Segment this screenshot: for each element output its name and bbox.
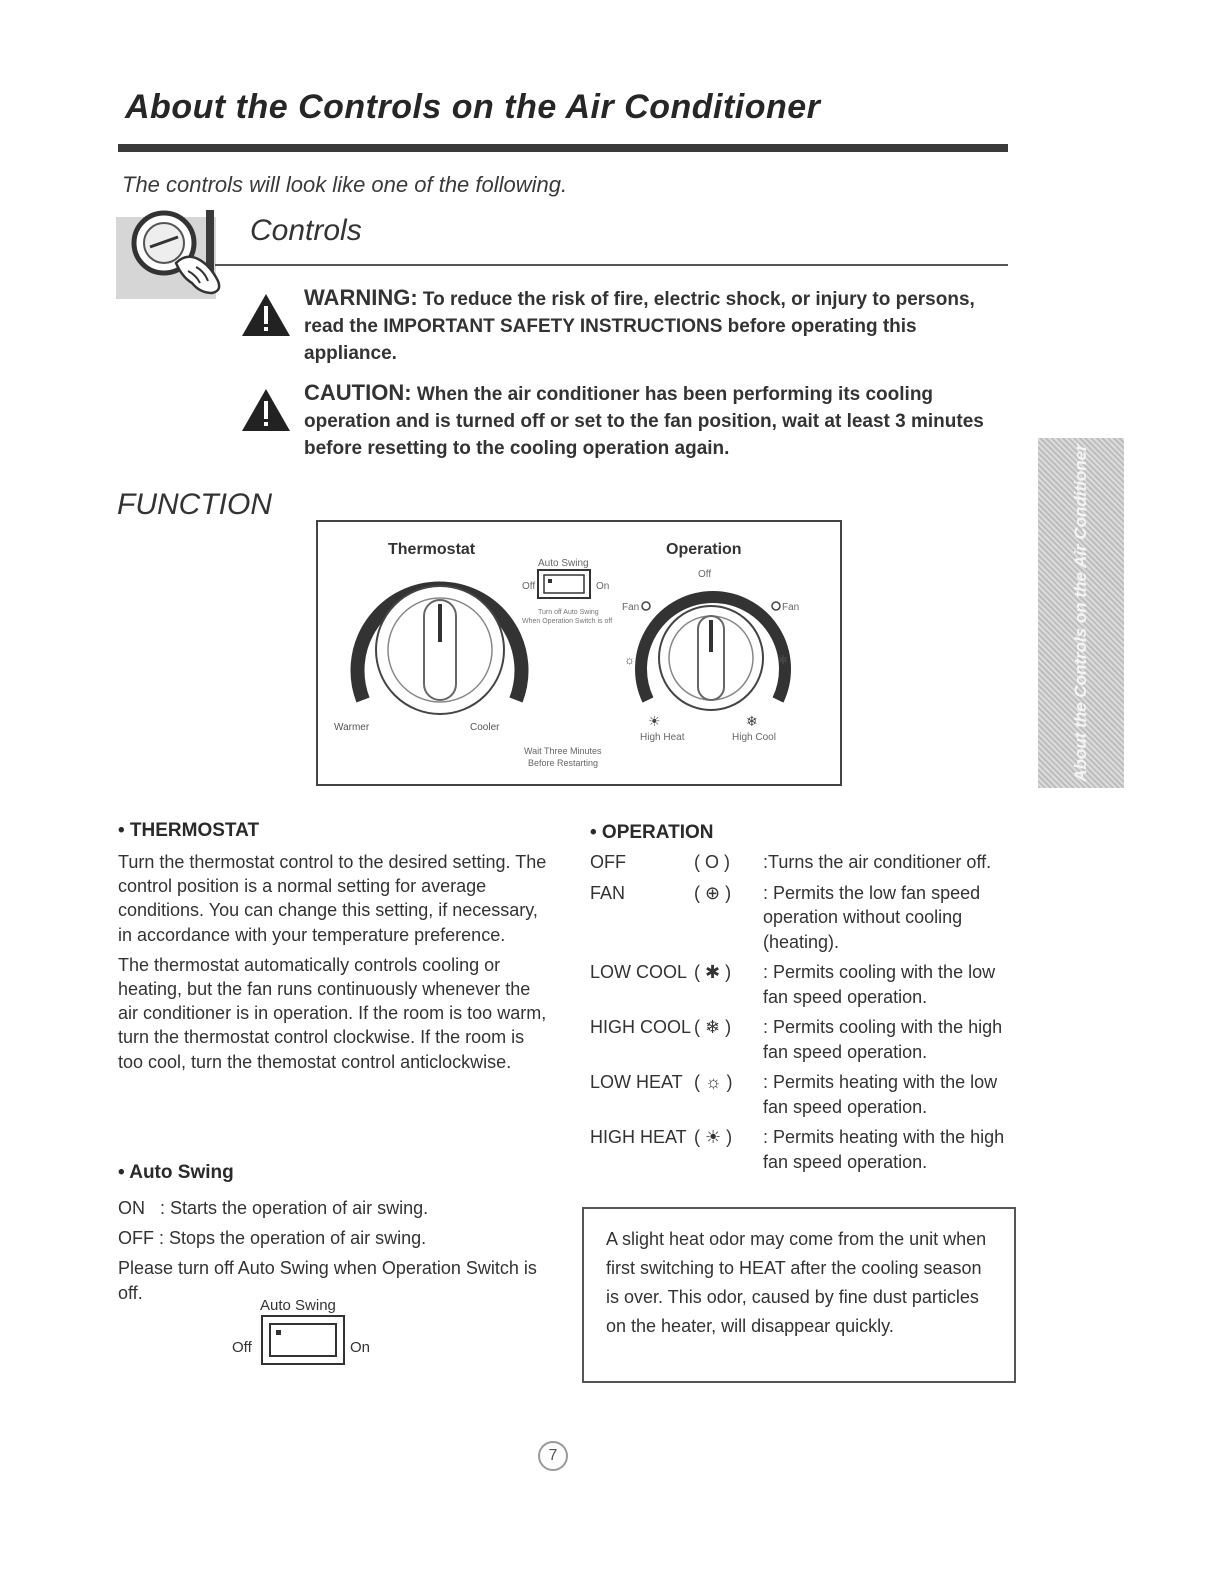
operation-mode: HIGH HEAT — [590, 1127, 687, 1147]
thermostat-paragraph-1: Turn the thermostat control to the desired setting. The control position is a normal setting for average conditions. You can change this setting, if necessary, in accordance with your temperature preference. — [118, 852, 547, 945]
warning-triangle-icon — [240, 292, 292, 338]
operation-row-high-cool — [590, 1015, 1010, 1064]
thermostat-label: Thermostat — [388, 541, 476, 558]
heat-odor-note: A slight heat odor may come from the unit when first switching to HEAT after the cooling season is over. This odor, caused by fine dust particles on the heater, will disappear quickly. — [582, 1207, 1016, 1383]
operation-table — [590, 850, 1010, 1180]
page-number: 7 — [538, 1441, 568, 1471]
warning-block — [240, 284, 990, 368]
auto-swing-off-line: OFF : Stops the operation of air swing. — [118, 1228, 427, 1249]
side-chapter-tab — [1038, 438, 1124, 788]
auto-swing-on-line: ON : Starts the operation of air swing. — [118, 1198, 429, 1218]
control-panel-svg — [318, 522, 840, 784]
operation-symbol: ( O ) — [694, 852, 730, 872]
operation-label: Operation — [666, 541, 742, 558]
fan-left-icon — [642, 602, 650, 610]
operation-symbol: ( ✱ ) — [694, 962, 732, 982]
title-rule — [118, 144, 1008, 152]
caution-body: When the air conditioner has been performing its cooling operation and is turned off or set to the fan position, wait at least 3 minutes before resetting to the cooling operation again. — [304, 384, 984, 459]
operation-row-fan — [590, 881, 1010, 955]
page-subtitle: The controls will look like one of the following. — [122, 172, 568, 197]
auto-swing-switch[interactable] — [544, 575, 584, 593]
cooler-label: Cooler — [470, 722, 500, 733]
caution-text — [304, 379, 984, 462]
auto-swing-diagram-switch[interactable] — [270, 1324, 336, 1356]
high-heat-label: High Heat — [640, 732, 685, 743]
auto-swing-note: Please turn off Auto Swing when Operation Switch is off. — [118, 1258, 537, 1303]
auto-swing-diagram-off: Off — [232, 1339, 252, 1356]
operation-heading: • OPERATION — [590, 822, 714, 843]
auto-swing-diagram-dot — [276, 1330, 281, 1335]
wait-note-2: Before Restarting — [528, 758, 599, 768]
controls-heading: Controls — [250, 214, 362, 247]
operation-symbol: ( ❄ ) — [694, 1017, 732, 1037]
auto-swing-note-1: Turn off Auto Swing — [538, 609, 599, 616]
operation-symbol: ( ☀ ) — [694, 1127, 733, 1147]
operation-mode: OFF — [590, 852, 626, 872]
operation-off-label: Off — [698, 569, 712, 580]
auto-swing-panel-on: On — [596, 581, 610, 592]
auto-swing-panel-label: Auto Swing — [538, 558, 589, 569]
operation-description: :Turns the air conditioner off. — [763, 852, 992, 872]
high-cool-icon: ❄ — [746, 713, 758, 729]
warning-label: WARNING: — [304, 285, 418, 310]
side-chapter-tab-text: About the Controls on the Air Conditioner — [1071, 444, 1090, 782]
operation-description: : Permits cooling with the low fan speed operation. — [763, 962, 996, 1007]
auto-swing-diagram-label: Auto Swing — [260, 1297, 336, 1314]
auto-swing-heading: • Auto Swing — [118, 1162, 234, 1183]
operation-mode: LOW HEAT — [590, 1072, 683, 1092]
thermostat-paragraph-2: The thermostat automatically controls cooling or heating, but the fan runs continuously whenever the air conditioner is in operation. If the room is too warm, turn the thermostat control clockwise. If the room is too cool, turn the themostat control anticlockwise. — [118, 954, 547, 1072]
operation-description: : Permits the low fan speed operation without cooling (heating). — [763, 882, 981, 952]
fan-right-label: Fan — [782, 602, 800, 613]
low-heat-icon: ☼ — [624, 653, 635, 667]
operation-symbol: ( ⊕ ) — [694, 882, 732, 903]
operation-row-off — [590, 850, 1010, 875]
operation-symbol: ( ☼ ) — [694, 1072, 733, 1092]
operation-mode: LOW COOL — [590, 962, 688, 982]
caution-triangle-icon — [240, 387, 292, 433]
caution-block — [240, 379, 990, 463]
control-panel-diagram — [316, 520, 842, 786]
operation-row-low-heat — [590, 1070, 1010, 1119]
operation-row-high-heat — [590, 1125, 1010, 1174]
operation-mode: FAN — [590, 882, 626, 903]
auto-swing-diagram-on: On — [350, 1339, 371, 1356]
fan-left-label: Fan — [622, 602, 640, 613]
high-heat-icon: ☀ — [648, 713, 661, 729]
low-cool-icon: ✱ — [778, 653, 789, 667]
operation-row-low-cool — [590, 960, 1010, 1009]
operation-description: : Permits cooling with the high fan speed operation. — [763, 1017, 1003, 1062]
function-heading: FUNCTION — [117, 488, 272, 521]
warmer-label: Warmer — [334, 722, 370, 733]
fan-right-icon — [772, 602, 780, 610]
auto-swing-panel-off: Off — [522, 581, 536, 592]
hand-turning-knob-icon — [116, 205, 236, 300]
controls-rule — [215, 264, 1008, 266]
warning-body: To reduce the risk of fire, electric shock, or injury to persons, read the IMPORTANT SAFETY INSTRUCTIONS before operating this appliance. — [304, 289, 975, 364]
high-cool-label: High Cool — [732, 732, 776, 743]
auto-swing-switch-diagram — [230, 1294, 380, 1370]
warning-text — [304, 284, 984, 367]
operation-description: : Permits heating with the low fan speed operation. — [763, 1072, 998, 1117]
wait-note-1: Wait Three Minutes — [524, 746, 602, 756]
operation-description: : Permits heating with the high fan speed operation. — [763, 1127, 1005, 1172]
thermostat-body — [118, 850, 548, 1080]
caution-label: CAUTION: — [304, 380, 412, 405]
auto-swing-switch-dot — [548, 579, 552, 583]
thermostat-heading: • THERMOSTAT — [118, 820, 260, 841]
operation-mode: HIGH COOL — [590, 1017, 692, 1037]
auto-swing-note-2: When Operation Switch is off — [522, 618, 613, 625]
page-title: About the Controls on the Air Conditioner — [125, 88, 821, 126]
